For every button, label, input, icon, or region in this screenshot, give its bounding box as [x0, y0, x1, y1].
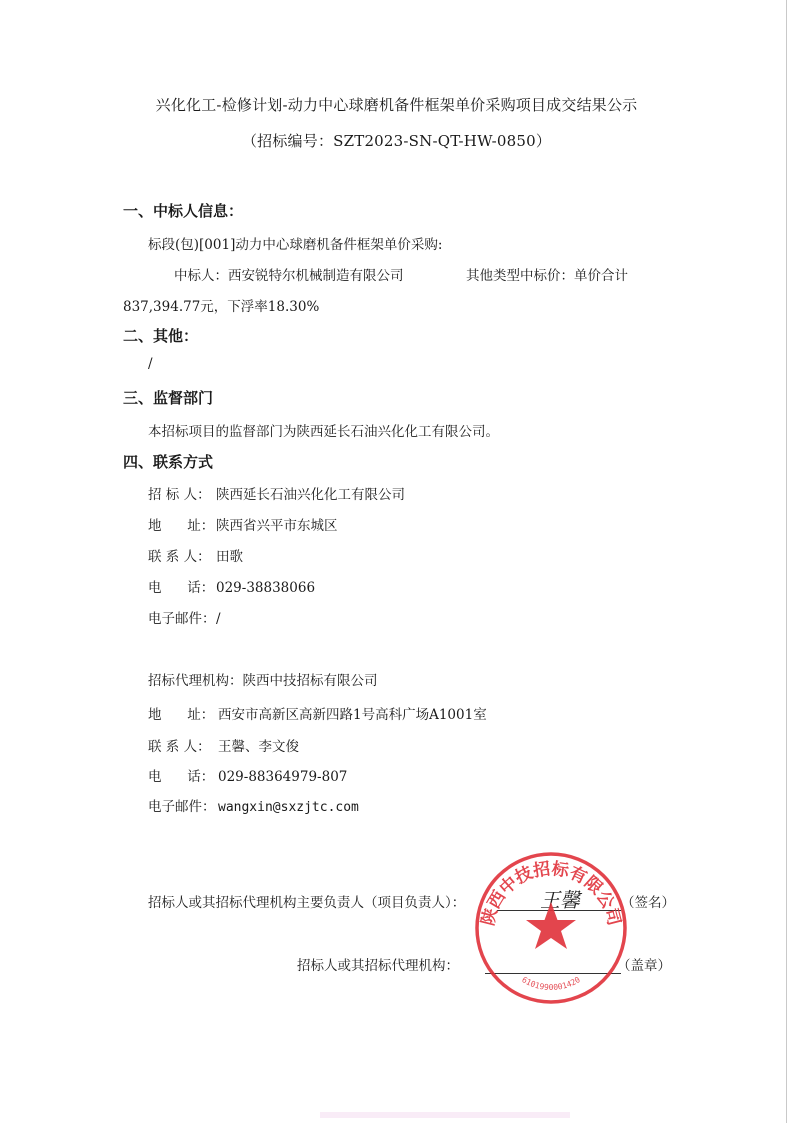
contact-value: 陕西省兴平市东城区 — [216, 518, 338, 534]
agency-row — [148, 703, 487, 723]
agency-label: 招标代理机构： — [148, 673, 243, 689]
price-value: 837,394.77元，下浮率18.30% — [123, 299, 320, 315]
agency-value: 王馨、李文俊 — [218, 739, 299, 755]
contact-value: 陕西延长石油兴化化工有限公司 — [216, 487, 405, 503]
lot-line: 标段(包)[001]动力中心球磨机备件框架单价采购: — [148, 237, 443, 253]
agency-row — [148, 735, 299, 755]
seal-star-icon — [526, 902, 576, 949]
contact-value: 029-38838066 — [216, 580, 316, 596]
seal-number: 6101990001420 — [520, 975, 582, 993]
signature-suffix: （签名） — [621, 895, 675, 911]
section-1-heading: 一、中标人信息： — [123, 202, 244, 220]
agency-row — [148, 765, 347, 785]
contact-label: 地 址： — [148, 518, 215, 534]
contact-label: 招 标 人： — [148, 487, 211, 503]
agency-email: wangxin@sxzjtc.com — [218, 800, 359, 815]
agency-label: 地 址： — [148, 707, 215, 723]
other-content: / — [148, 356, 153, 372]
seal-suffix: （盖章） — [617, 958, 671, 974]
supervision-content: 本招标项目的监督部门为陕西延长石油兴化化工有限公司。 — [148, 424, 499, 440]
agency-row — [148, 669, 378, 689]
agency-value: 陕西中技招标有限公司 — [242, 673, 378, 689]
section-3-heading: 三、监督部门 — [123, 389, 214, 407]
agency-value: 029-88364979-807 — [218, 769, 348, 785]
winner-line — [174, 264, 404, 284]
contact-row — [148, 545, 243, 565]
page-edge — [786, 0, 787, 1123]
signature-line-1: 招标人或其招标代理机构主要负责人（项目负责人）： — [148, 895, 466, 911]
agency-label: 电 话： — [148, 769, 215, 785]
contact-row — [148, 576, 315, 596]
section-4-heading: 四、联系方式 — [123, 453, 214, 471]
scan-artifact — [320, 1112, 570, 1118]
price-label: 其他类型中标价：单价合计 — [466, 268, 628, 284]
bid-number: （招标编号：SZT2023-SN-QT-HW-0850） — [241, 132, 552, 150]
official-seal — [473, 850, 629, 1006]
agency-label: 联 系 人： — [148, 739, 211, 755]
agency-label: 电子邮件： — [148, 799, 216, 815]
agency-row — [148, 795, 359, 815]
handwritten-signature: 王馨 — [540, 888, 580, 912]
contact-row — [148, 607, 221, 627]
contact-row — [148, 514, 338, 534]
signature-line-2: 招标人或其招标代理机构： — [297, 958, 459, 974]
contact-row — [148, 483, 405, 503]
seal-text: 陕西中技招标有限公司 — [478, 859, 624, 928]
contact-value: / — [216, 611, 221, 627]
document-title: 兴化化工-检修计划-动力中心球磨机备件框架单价采购项目成交结果公示 — [155, 96, 638, 114]
winner-name: 西安锐特尔机械制造有限公司 — [228, 268, 404, 284]
agency-value: 西安市高新区高新四路1号高科广场A1001室 — [218, 707, 487, 723]
winner-label: 中标人： — [174, 268, 228, 284]
contact-label: 电 话： — [148, 580, 215, 596]
section-2-heading: 二、其他： — [123, 327, 199, 345]
contact-value: 田歌 — [216, 549, 243, 565]
contact-label: 电子邮件： — [148, 611, 216, 627]
contact-label: 联 系 人： — [148, 549, 211, 565]
